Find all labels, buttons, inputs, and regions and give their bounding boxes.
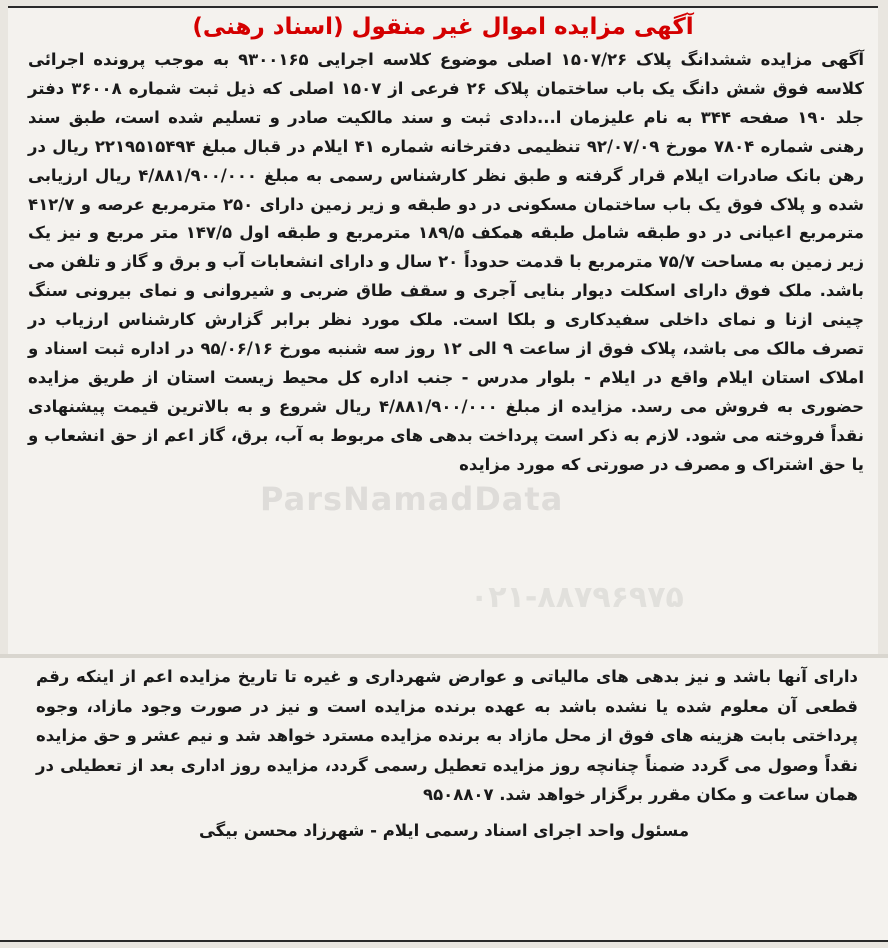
notice-title: آگهی مزایده اموال غیر منقول (اسناد رهنی) xyxy=(192,14,694,40)
notice-clipping-top xyxy=(8,6,878,656)
notice-body-part1: آگهی مزایده ششدانگ پلاک ۱۵۰۷/۲۶ اصلی موضوع کلاسه اجرایی ۹۳۰۰۱۶۵ به موجب پرونده اجرائی کلاسه فوق شش دانگ یک باب ساختمان پلاک ۲۶ فرعی از ۱۵۰۷ اصلی که ذیل ثبت شماره ۳۶۰۰۸ دفتر جلد ۱۹۰ صفحه ۳۴۴ به نام علیزمان ا...دادی ثبت و سند مالکیت صادر و تسلیم شده است، طبق سند رهنی شماره ۷۸۰۴ مورخ ۹۲/۰۷/۰۹ تنظیمی دفترخانه شماره ۴۱ ایلام در قبال مبلغ ۲۲۱۹۵۱۵۴۹۴ ریال در رهن بانک صادرات ایلام قرار گرفته و طبق نظر کارشناس رسمی به مبلغ ۴/۸۸۱/۹۰۰/۰۰۰ ریال ارزیابی شده و پلاک فوق یک باب ساختمان مسکونی در دو طبقه و زیر زمین دارای ۲۵۰ مترمربع عرصه و ۴۱۲/۷ مترمربع اعیانی در دو طبقه شامل طبقه همکف ۱۸۹/۵ مترمربع و طبقه اول ۱۴۷/۵ متر مربع و نیز یک زیر زمین به مساحت ۷۵/۷ مترمربع با قدمت حدوداً ۲۰ سال و دارای انشعابات آب و برق و گاز و تلفن می باشد. ملک فوق دارای اسکلت دیوار بنایی آجری و سقف طاق ضربی و شیروانی و نمای بیرونی سنگ چینی ازنا و نمای داخلی سفیدکاری و بلکا است. ملک مورد نظر برابر گزارش کارشناس ارزیاب در تصرف مالک می باشد، پلاک فوق از ساعت ۹ الی ۱۲ روز سه شنبه مورخ ۹۵/۰۶/۱۶ در اداره ثبت اسناد و املاک استان ایلام واقع در ایلام - بلوار مدرس - جنب اداره کل محیط زیست استان از طریق مزایده حضوری به فروش می رسد. مزایده از مبلغ ۴/۸۸۱/۹۰۰/۰۰۰ ریال شروع و به بالاترین قیمت پیشنهادی نقداً فروخته می شود. لازم به ذکر است پرداخت بدهی های مربوط به آب، برق، گاز اعم از حق انشعاب و یا حق اشتراک و مصرف در صورتی که مورد مزایده xyxy=(28,50,865,474)
notice-clipping-bottom xyxy=(0,658,888,942)
notice-body-part2: دارای آنها باشد و نیز بدهی های مالیاتی و عوارض شهرداری و غیره تا تاریخ مزایده اعم از اینکه رقم قطعی آن معلوم شده یا نشده باشد به عهده برنده مزایده است و نیز در صورت وجود مازاد، وجوه پرداختی بابت هزینه های فوق از محل مازاد به برنده مزایده مسترد خواهد شد و نیم عشر و حق مزایده نقداً وصول می گردد ضمناً چنانچه روز مزایده تعطیل رسمی گردد، مزایده روز اداری بعد از تعطیلی در همان ساعت و مکان مقرر برگزار خواهد شد. ۹۵۰۸۸۰۷ xyxy=(36,667,858,804)
notice-signature: مسئول واحد اجرای اسناد رسمی ایلام - شهرزاد محسن بیگی xyxy=(198,820,690,840)
